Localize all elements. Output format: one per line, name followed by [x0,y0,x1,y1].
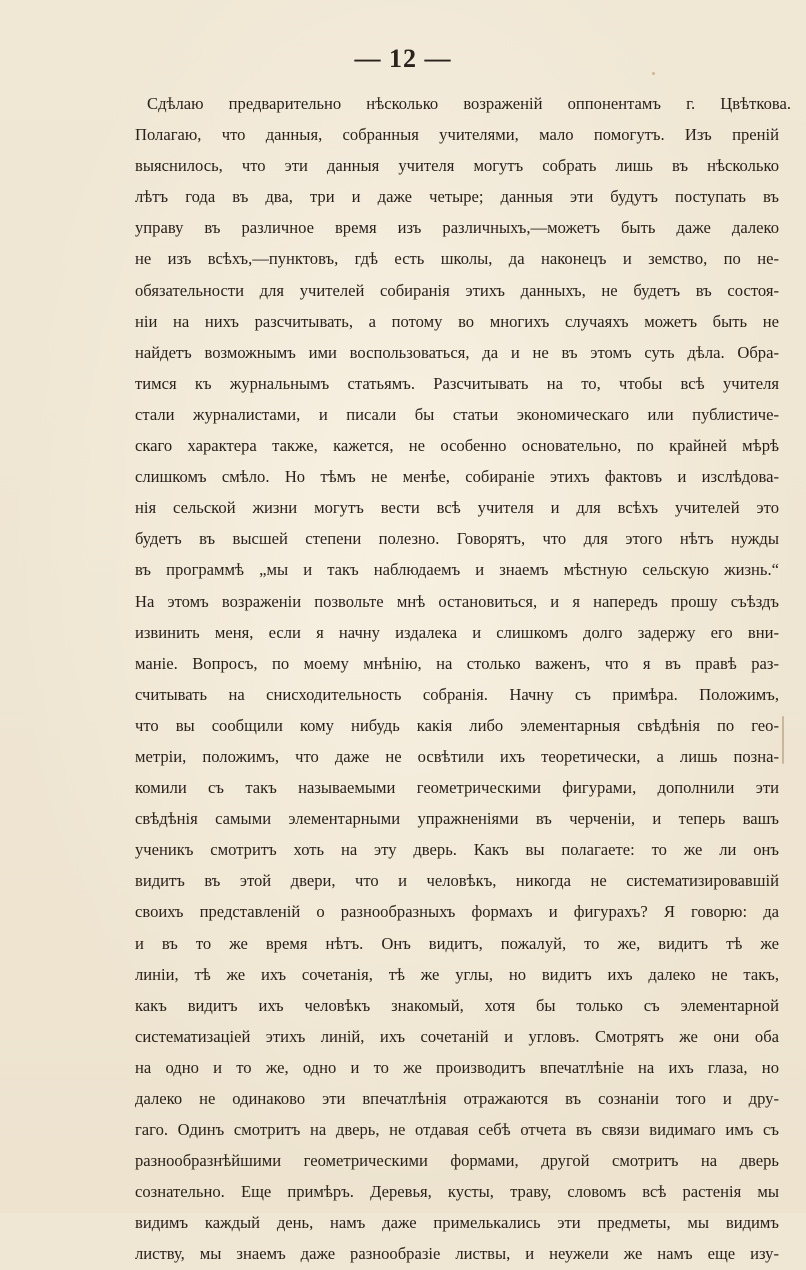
text-line: Полагаю, что данныя, собранныя учителями, мало помогутъ. Изъ преній [135,125,779,145]
text-line: видимъ каждый день, намъ даже примелькались эти предметы, мы видимъ [135,1213,779,1233]
text-line: выяснилось, что эти данныя учителя могутъ собрать лишь въ нѣсколько [135,156,779,176]
text-line: систематизаціей этихъ линій, ихъ сочетаній и угловъ. Смотрятъ же они оба [135,1026,779,1046]
text-line: метріи, положимъ, что даже не освѣтили ихъ теоретически, а лишь позна- [135,746,779,766]
text-line: ніи на нихъ разсчитывать, а потому во многихъ случаяхъ можетъ быть не [135,311,779,331]
text-line: считывать на снисходительность собранія. Начну съ примѣра. Положимъ, [135,684,779,704]
text-line: тимся къ журнальнымъ статьямъ. Разсчитывать на то, чтобы всѣ учителя [135,373,779,393]
text-line: ученикъ смотритъ хоть на эту дверь. Какъ вы полагаете: то же ли онъ [135,840,779,860]
text-line: обязательности для учителей собиранія этихъ данныхъ, не будетъ въ состоя- [135,280,779,300]
text-line: комили съ такъ называемыми геометрическими фигурами, дополнили эти [135,778,779,798]
text-line: листву, мы знаемъ даже разнообразіе листвы, и неужели же намъ еще изу- [135,1244,779,1264]
text-line: скаго характера также, кажется, не особенно основательно, по крайней мѣрѣ [135,436,779,456]
text-line: въ программѣ „мы и такъ наблюдаемъ и знаемъ мѣстную сельскую жизнь.“ [135,560,779,580]
text-line: не изъ всѣхъ,—пунктовъ, гдѣ есть школы, да наконецъ и земство, по не- [135,249,779,269]
text-line: сознательно. Еще примѣръ. Деревья, кусты, траву, словомъ всѣ растенія мы [135,1182,779,1202]
body-text [135,88,791,1270]
text-line: Сдѣлаю предварительно нѣсколько возраженій оппонентамъ г. Цвѣткова. [147,94,791,113]
text-line: слишкомъ смѣло. Но тѣмъ не менѣе, собираніе этихъ фактовъ и изслѣдова- [135,467,779,487]
text-line: разнообразнѣйшими геометрическими формами, другой смотритъ на дверь [135,1151,779,1171]
page-number: — 12 — [354,44,452,73]
text-line: извинить меня, если я начну издалека и слишкомъ долго задержу его вни- [135,622,779,642]
text-line: на одно и то же, одно и то же производитъ впечатлѣніе на ихъ глаза, но [135,1057,779,1077]
text-line: какъ видитъ ихъ человѣкъ знакомый, хотя бы только съ элементарной [135,995,779,1015]
text-line: нія сельской жизни могутъ вести всѣ учителя и для всѣхъ учителей это [135,498,779,518]
text-line: управу въ различное время изъ различныхъ,—можетъ быть даже далеко [135,218,779,238]
paper-speck [652,72,655,75]
margin-pencil-mark [782,716,784,764]
text-line: На этомъ возраженіи позвольте мнѣ остановиться, и я напередъ прошу съѣздъ [135,591,779,611]
text-line: свѣдѣнія самыми элементарными упражненіями въ черченіи, и теперь вашъ [135,809,779,829]
text-line: своихъ представленій о разнообразныхъ формахъ и фигурахъ? Я говорю: да [135,902,779,922]
text-line: найдетъ возможнымъ ими воспользоваться, да и не въ этомъ суть дѣла. Обра- [135,342,779,362]
text-line: гаго. Одинъ смотритъ на дверь, не отдавая себѣ отчета въ связи видимаго имъ съ [135,1120,779,1140]
text-line: видитъ въ этой двери, что и человѣкъ, никогда не систематизировавшій [135,871,779,891]
text-line: лѣтъ года въ два, три и даже четыре; данныя эти будутъ поступать въ [135,187,779,207]
text-line: стали журналистами, и писали бы статьи экономическаго или публистиче- [135,404,779,424]
text-line: что вы сообщили кому нибудь какія либо элементарныя свѣдѣнія по гео- [135,715,779,735]
text-line: линіи, тѣ же ихъ сочетанія, тѣ же углы, но видитъ ихъ далеко не такъ, [135,964,779,984]
text-line: далеко не одинаково эти впечатлѣнія отражаются въ сознаніи того и дру- [135,1089,779,1108]
text-line: будетъ въ высшей степени полезно. Говорятъ, что для этого нѣтъ нужды [135,529,779,549]
text-line: маніе. Вопросъ, по моему мнѣнію, на столько важенъ, что я въ правѣ раз- [135,653,779,673]
text-line: и въ то же время нѣтъ. Онъ видитъ, пожалуй, то же, видитъ тѣ же [135,933,779,953]
